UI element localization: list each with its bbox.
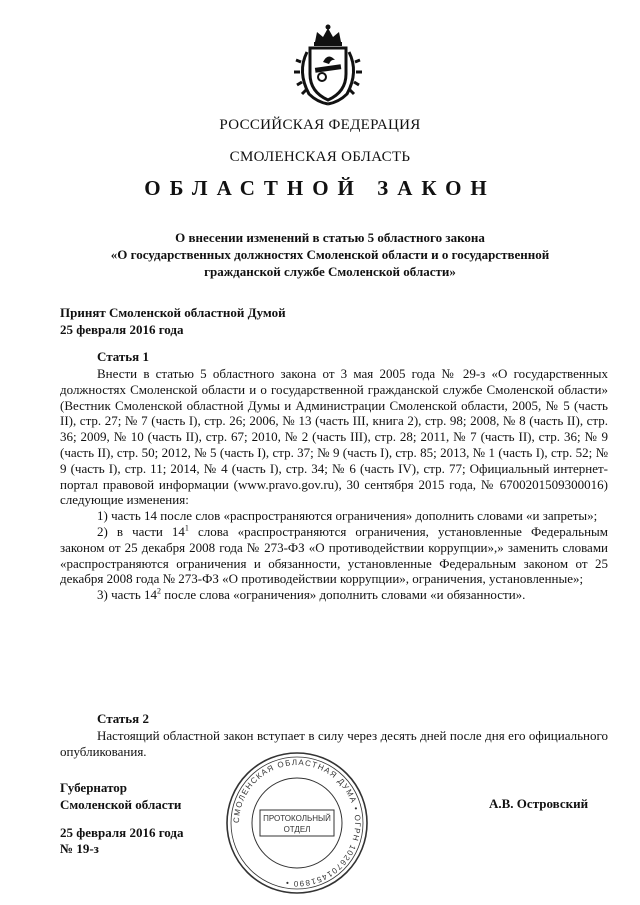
stamp-center-line-1: ПРОТОКОЛЬНЫЙ [263,814,331,823]
article-1-title: Статья 1 [97,349,149,364]
article-1-intro: Внести в статью 5 областного закона от 3 мая 2005 года № 29-з «О государственных должностях Смоленской области и о государственной гражданской службе Смоленской области» (Вестник Смоленской областной Думы и Администрации Смоленской области, 2005, № 5 (часть II), стр. 27; № 7 (часть I), стр. 26; 2006, № 13 (часть III, книга 2), стр. 98; 2008, № 8 (часть II), стр. 36; 2009, № 10 (часть II), стр. 67; 2010, № 2 (часть III), стр. 28; 2011, № 7 (часть II), стр. 36; № 9 (часть II), стр. 50; 2012, № 5 (часть I), стр. 37; № 9 (часть I), стр. 85; 2013, № 1 (часть I), стр. 52; № 9 (часть I), стр. 11; 2014, № 4 (часть I), стр. 34; № 6 (часть IV), стр. 77; Официальный интернет-портал правовой информации (www.pravo.gov.ru), 30 сентября 2015 года, № 6700201509300016) следующие изменения: [60,366,608,508]
signing-info [60,825,184,857]
official-stamp [222,748,372,898]
adoption-info [60,304,286,338]
stamp-ring-text: СМОЛЕНСКАЯ ОБЛАСТНАЯ ДУМА • ОГРН 1026701451890 • [231,757,363,889]
document-type-title: ОБЛАСТНОЙ ЗАКОН [144,176,496,200]
item-2-start: 2) в части 14 [97,523,185,539]
stamp-center-line-2: ОТДЕЛ [283,825,311,834]
signatory-role-line-1: Губернатор [60,780,128,795]
article-1-item-3 [60,587,608,603]
article-1-item-2 [60,524,608,587]
item-2-superscript: 1 [184,523,189,533]
signatory-role [60,779,181,813]
item-3-rest: после слова «ограничения» дополнить словами «и обязанности». [161,587,526,603]
item-2-rest: слова «распространяются ограничения, установленные Федеральным законом от 25 декабря 2008 года № 273-ФЗ «О противодействии коррупции»,» заменить словами «распространяются ограничения и обязанности, установленные Федеральным законом от 25 декабря 2008 года № 273-ФЗ «О противодействии коррупции», ограничения, установленные»; [60,523,608,587]
region-heading: СМОЛЕНСКАЯ ОБЛАСТЬ [229,149,411,165]
item-3-superscript: 2 [157,586,162,596]
adoption-body: Принят Смоленской областной Думой [60,305,286,320]
subject-line-1: О внесении изменений в статью 5 областного закона [175,230,485,245]
article-1-body [60,366,608,603]
item-3-start: 3) часть 14 [97,587,158,603]
signatory-name: А.В. Островский [489,796,589,811]
subject-line-2: «О государственных должностях Смоленской области и о государственной [110,247,550,262]
law-number: № 19-з [60,841,99,856]
country-heading: РОССИЙСКАЯ ФЕДЕРАЦИЯ [219,117,421,133]
article-2-title: Статья 2 [97,711,149,726]
law-subject [60,229,600,280]
subject-line-3: гражданской службе Смоленской области» [204,264,456,279]
article-1-item-1: 1) часть 14 после слов «распространяются ограничения» дополнить словами «и запреты»; [97,508,598,524]
coat-of-arms-icon [287,22,369,108]
signing-date: 25 февраля 2016 года [60,825,184,840]
adoption-date: 25 февраля 2016 года [60,322,184,337]
signatory-role-line-2: Смоленской области [60,797,182,812]
article-2-text: Настоящий областной закон вступает в силу через десять дней после дня его официального опубликования. [60,728,608,759]
